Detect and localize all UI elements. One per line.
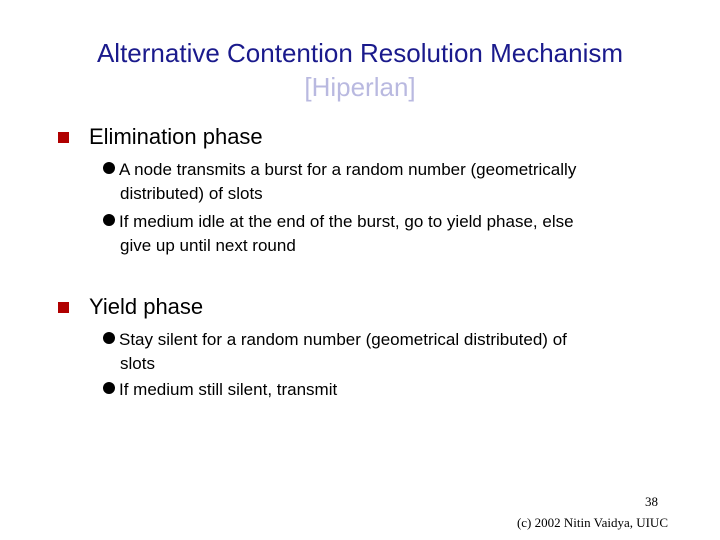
bullet-item: [103, 378, 683, 402]
section-heading: Elimination phase: [89, 124, 263, 149]
bullet-item: [103, 158, 683, 206]
bullet-dot-icon: [103, 162, 115, 174]
square-bullet-icon: [58, 302, 69, 313]
section-elimination: [58, 124, 263, 150]
bullet-dot-icon: [103, 382, 115, 394]
bullet-text: A node transmits a burst for a random number (geometrically: [119, 160, 577, 179]
section-heading: Yield phase: [89, 294, 204, 319]
bullet-text-cont: distributed) of slots: [120, 184, 263, 203]
bullet-text: If medium still silent, transmit: [119, 380, 338, 399]
footer-copyright: (c) 2002 Nitin Vaidya, UIUC: [516, 515, 668, 530]
square-bullet-icon: [58, 132, 69, 143]
bullet-item: [103, 210, 683, 258]
section-yield: [58, 294, 203, 320]
slide-title-line1: Alternative Contention Resolution Mechanism: [96, 38, 624, 68]
slide-title: [0, 36, 720, 104]
bullet-text: Stay silent for a random number (geometrical distributed) of: [119, 330, 567, 349]
bullet-text: If medium idle at the end of the burst, go to yield phase, else: [119, 212, 574, 231]
bullet-dot-icon: [103, 214, 115, 226]
slide-title-line2: [Hiperlan]: [304, 72, 416, 102]
bullet-dot-icon: [103, 332, 115, 344]
page-number: 38: [645, 494, 658, 509]
bullet-text-cont: give up until next round: [120, 236, 296, 255]
bullet-item: [103, 328, 683, 376]
bullet-text-cont: slots: [120, 354, 155, 373]
